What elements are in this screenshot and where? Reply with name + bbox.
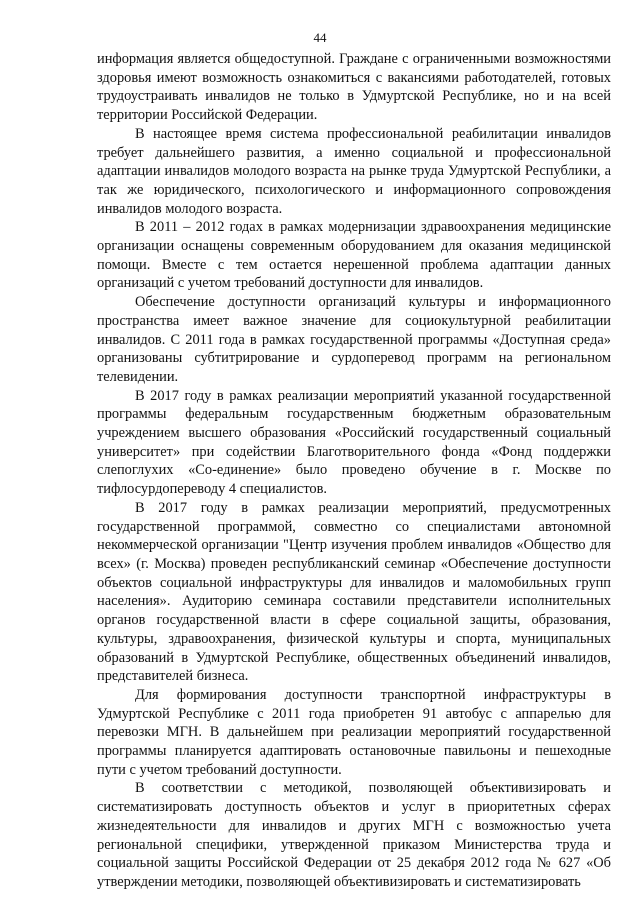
paragraph-transport-infrastructure: Для формирования доступности транспортной инфраструктуры в Удмуртской Республике с 2011 года приобретен 91 автобус с аппарелью для перевозки МГН. В дальнейшем при реализации мероприятий государственной программы планируется адаптировать остановочные павильоны и пешеходные пути с учетом требований доступности. bbox=[97, 686, 611, 778]
document-body bbox=[97, 50, 611, 892]
paragraph-rehabilitation-system: В настоящее время система профессиональной реабилитации инвалидов требует дальнейшего развития, а именно социальной и профессиональной адаптации инвалидов молодого возраста на рынке труда Удмуртской Республики, а так же юридического, психологического и информационного сопровождения инвалидов молодого возраста. bbox=[97, 125, 611, 217]
paragraph-training-2017: В 2017 году в рамках реализации мероприятий указанной государственной программы федеральным государственным бюджетным образовательным учреждением высшего образования «Российский государственный социальный университет» при содействии Благотворительного фонда «Фонд поддержки слепоглухих «Со-единение» было проведено обучение в г. Москве по тифлосурдопереводу 4 специалистов. bbox=[97, 387, 611, 498]
paragraph-methodology: В соответствии с методикой, позволяющей объективизировать и систематизировать доступность объектов и услуг в приоритетных сферах жизнедеятельности для инвалидов и других МГН с возможностью учета региональной специфики, утвержденной приказом Министерства труда и социальной защиты Российской Федерации от 25 декабря 2012 года № 627 «Об утверждении методики, позволяющей объективизировать и систематизировать bbox=[97, 780, 611, 890]
paragraph-job-vacancies: информация является общедоступной. Граждане с ограниченными возможностями здоровья имеют возможность ознакомиться с вакансиями работодателей, готовых трудоустраивать инвалидов не только в Удмуртской Республике, но и на всей территории Российской Федерации. bbox=[97, 51, 611, 124]
paragraph-culture-accessibility: Обеспечение доступности организаций культуры и информационного пространства имеет важное значение для социокультурной реабилитации инвалидов. С 2011 года в рамках государственной программы «Доступная среда» организованы субтитрирование и сурдоперевод программ на региональном телевидении. bbox=[97, 294, 611, 385]
page-number: 44 bbox=[313, 30, 327, 45]
paragraph-healthcare-modernization: В 2011 – 2012 годах в рамках модернизации здравоохранения медицинские организации оснащены современным оборудованием для оказания медицинской помощи. Вместе с тем остается нерешенной проблема адаптации данных организаций с учетом требований доступности для инвалидов. bbox=[97, 219, 611, 292]
paragraph-seminar-2017: В 2017 году в рамках реализации мероприятий, предусмотренных государственной программой, совместно со специалистами автономной некоммерческой организации "Центр изучения проблем инвалидов «Общество для всех» (г. Москва) проведен республиканский семинар «Обеспечение доступности объектов социальной инфраструктуры для инвалидов и маломобильных групп населения». Аудиторию семинара составили представители исполнительных органов государственной власти в сфере социальной защиты, образования, культуры, здравоохранения, физической культуры и спорта, муниципальных образований в Удмуртской Республике, общественных объединений инвалидов, представителей бизнеса. bbox=[97, 499, 611, 685]
